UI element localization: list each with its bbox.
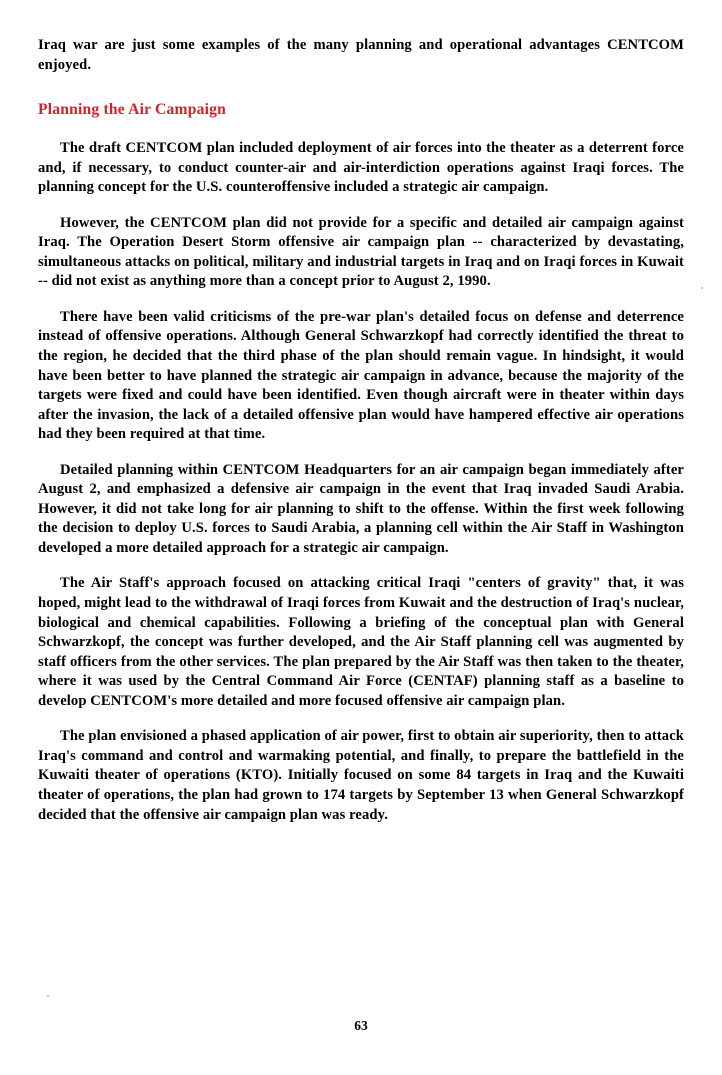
section-heading: Planning the Air Campaign — [38, 101, 226, 119]
scan-speck — [701, 287, 703, 289]
paragraph-6: The plan envisioned a phased application of air power, first to obtain air superiority, then to attack Iraq's command and control and warmaking potential, and finally, to prepare the battlefield in the Kuwaiti theater of operations (KTO). Initially focused on some 84 targets in Iraq and the Kuwaiti theater of operations, the plan had grown to 174 targets by September 13 when General Schwarzkopf decided that the offensive air campaign plan was ready. — [38, 728, 684, 823]
paragraph-4: Detailed planning within CENTCOM Headquarters for an air campaign began immediately after August 2, and emphasized a defensive air campaign in the event that Iraq invaded Saudi Arabia. However, it did not take long for air planning to shift to the offense. Within the first week following the decision to deploy U.S. forces to Saudi Arabia, a planning cell within the Air Staff in Washington developed a more detailed approach for a strategic air campaign. — [38, 461, 684, 556]
paragraph-5: The Air Staff's approach focused on attacking critical Iraqi "centers of gravity" that, it was hoped, might lead to the withdrawal of Iraqi forces from Kuwait and the destruction of Iraq's nuclear, biological and chemical capabilities. Following a briefing of the conceptual plan with General Schwarzkopf, the concept was further developed, and the Air Staff planning cell was augmented by staff officers from the other services. The plan prepared by the Air Staff was then taken to the theater, where it was used by the Central Command Air Force (CENTAF) planning staff as a baseline to develop CENTCOM's more detailed and more focused offensive air campaign plan. — [38, 575, 684, 709]
paragraph-2: However, the CENTCOM plan did not provide for a specific and detailed air campaign against Iraq. The Operation Desert Storm offensive air campaign plan -- characterized by devastating, simultaneous attacks on political, military and industrial targets in Iraq and on Iraqi forces in Kuwait -- did not exist as anything more than a concept prior to August 2, 1990. — [38, 214, 684, 290]
page-number: 63 — [354, 1018, 368, 1033]
paragraph-1: The draft CENTCOM plan included deployment of air forces into the theater as a deterrent force and, if necessary, to conduct counter-air and air-interdiction operations against Iraqi forces. The planning concept for the U.S. counteroffensive included a strategic air campaign. — [38, 140, 684, 196]
scan-speck — [47, 995, 49, 997]
page-content — [38, 36, 684, 841]
paragraph-intro: Iraq war are just some examples of the many planning and operational advantages CENTCOM enjoyed. — [38, 37, 684, 73]
paragraph-3: There have been valid criticisms of the pre-war plan's detailed focus on defense and deterrence instead of offensive operations. Although General Schwarzkopf had correctly identified the threat to the region, he decided that the third phase of the plan should remain vague. In hindsight, it would have been better to have planned the strategic air campaign in advance, because the majority of the targets were fixed and could have been identified. Even though aircraft were in theater within days after the invasion, the lack of a detailed offensive plan would have hampered effective air operations had they been required at that time. — [38, 308, 684, 443]
